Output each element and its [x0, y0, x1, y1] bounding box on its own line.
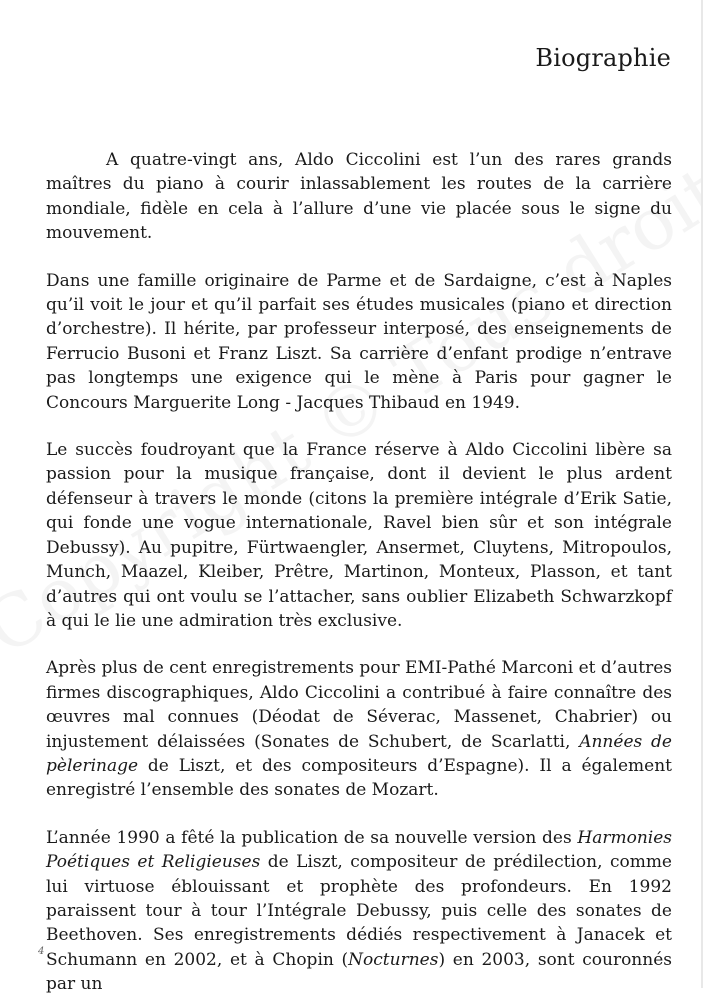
- paragraph-intro: A quatre-vingt ans, Aldo Ciccolini est l’un des rares grands maîtres du piano à courir inlassablement les routes de la carrière mondiale, fidèle en cela à l’allure d’une vie placée sous le signe du mouvement.: [46, 150, 672, 244]
- later-text-end: ) en 2003, sont couronnés par un: [46, 949, 672, 995]
- work-title-harmonies: Harmonies Poétiques et Religieuses: [46, 827, 672, 873]
- paragraph-later-career: [46, 826, 672, 997]
- work-title-annees: Années de pèlerinage: [46, 731, 672, 776]
- work-title-nocturnes: Nocturnes: [348, 949, 439, 970]
- paragraph-origins: Dans une famille originaire de Parme et de Sardaigne, c’est à Naples qu’il voit le jour et qu’il parfait ses études musicales (piano et direction d’orchestre). Il hérite, par professeur interposé, des enseignements de Ferrucio Busoni et Franz Liszt. Sa carrière d’enfant prodige n’entrave pas longtemps une exigence qui le mène à Paris pour gagner le Concours Marguerite Long - Jacques Thibaud en 1949.: [46, 270, 672, 413]
- later-text-middle: de Liszt, compositeur de prédilection, comme lui virtuose éblouissant et prophète des profondeurs. En 1992 paraissent tour à tour l’Intégrale Debussy, puis celle des sonates de Beethoven. Ses enregistrements dédiés respectivement à Janacek et Schumann en 2002, et à Chopin (: [46, 852, 672, 970]
- paragraph-french-music: Le succès foudroyant que la France réserve à Aldo Ciccolini libère sa passion pour la musique française, dont il devient le plus ardent défenseur à travers le monde (citons la première intégrale d’Erik Satie, qui fonde une vogue internationale, Ravel bien sûr et son intégrale Debussy). Au pupitre, Fürtwaengler, Ansermet, Cluytens, Mitropoulos, Munch, Maazel, Kleiber, Prêtre, Martinon, Monteux, Plasson, et tant d’autres qui ont voulu se l’attacher, sans oublier Elizabeth Schwarzkopf à qui le lie une admiration très exclusive.: [46, 440, 672, 631]
- biography-body: [46, 148, 672, 997]
- later-text-start: L’année 1990 a fêté la publication de sa nouvelle version des: [46, 827, 578, 848]
- recordings-text-end: de Liszt, et des compositeurs d’Espagne). Il a également enregistré l’ensemble des sonates de Mozart.: [46, 755, 672, 801]
- page-title: Biographie: [535, 44, 671, 72]
- recordings-text-start: Après plus de cent enregistrements pour EMI-Pathé Marconi et d’autres firmes discographiques, Aldo Ciccolini a contribué à faire connaître des œuvres mal connues (Déodat de Séverac, Massenet, Chabrier) ou injustement délaissées (Sonates de Schubert, de Scarlatti,: [46, 658, 672, 752]
- paragraph-recordings: [46, 656, 672, 802]
- page-number: 4: [38, 946, 45, 957]
